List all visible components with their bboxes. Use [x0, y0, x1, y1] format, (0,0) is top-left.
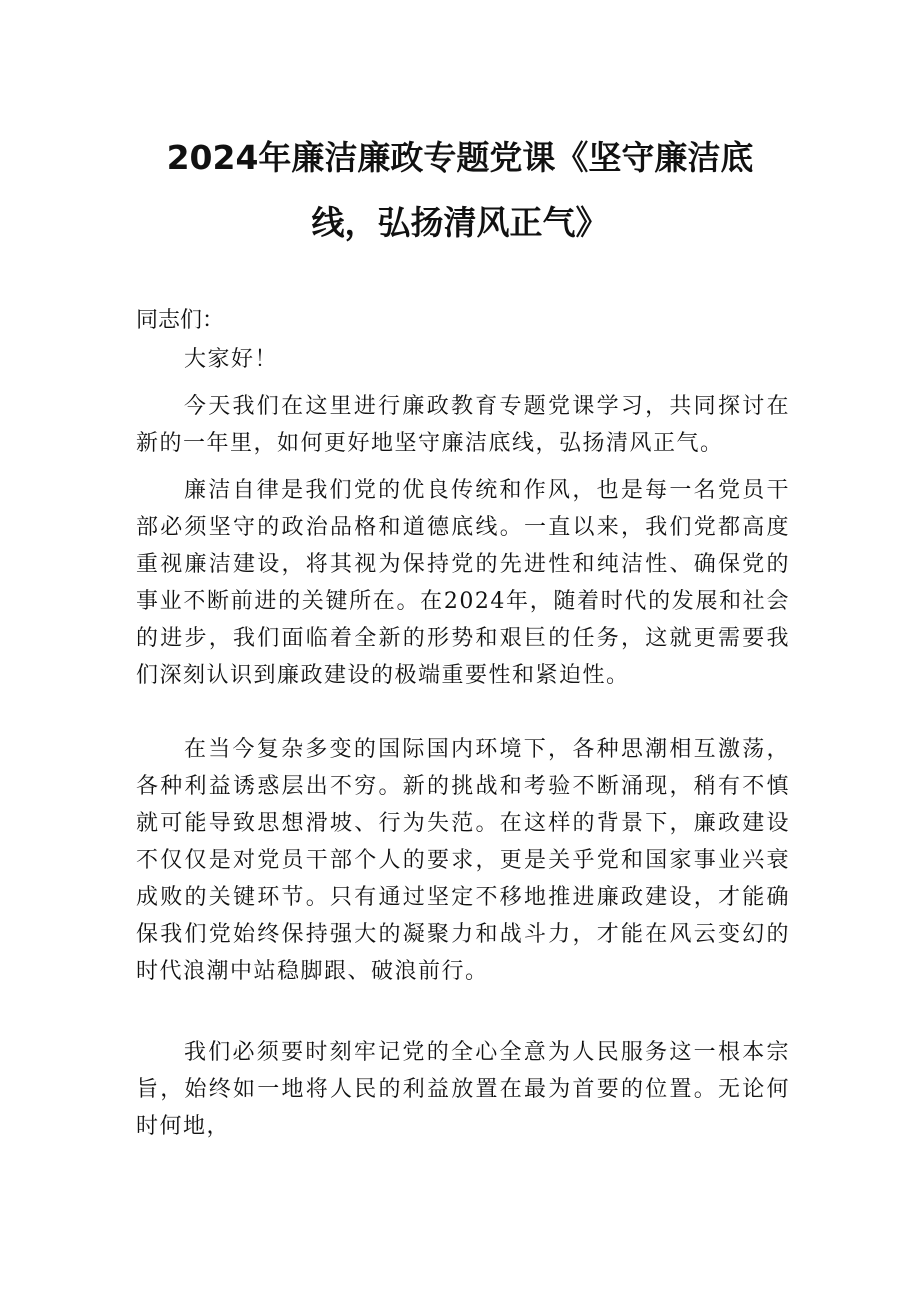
- document-title-line-1: 2024年廉洁廉政专题党课《坚守廉洁底: [166, 138, 754, 177]
- paragraph-integrity: 廉洁自律是我们党的优良传统和作风，也是每一名党员干部必须坚守的政治品格和道德底线。一直以来，我们党都高度重视廉洁建设，将其视为保持党的先进性和纯洁性、确保党的事业不断前进的关键所在。在2024年，随着时代的发展和社会的进步，我们面临着全新的形势和艰巨的任务，这就更需要我们深刻认识到廉政建设的极端重要性和紧迫性。: [136, 478, 790, 688]
- salutation: 同志们：: [136, 308, 225, 333]
- paragraph-intro: 今天我们在这里进行廉政教育专题党课学习，共同探讨在新的一年里，如何更好地坚守廉洁底线，弘扬清风正气。: [136, 394, 790, 456]
- document-title-line-2: 线，弘扬清风正气》: [311, 203, 609, 242]
- paragraph-greeting: 大家好！: [184, 347, 279, 372]
- paragraph-environment: 在当今复杂多变的国际国内环境下，各种思潮相互激荡，各种利益诱惑层出不穷。新的挑战和考验不断涌现，稍有不慎就可能导致思想滑坡、行为失范。在这样的背景下，廉政建设不仅仅是对党员干部个人的要求，更是关乎党和国家事业兴衰成败的关键环节。只有通过坚定不移地推进廉政建设，才能确保我们党始终保持强大的凝聚力和战斗力，才能在风云变幻的时代浪潮中站稳脚跟、破浪前行。: [136, 737, 790, 984]
- paragraph-people-first: 我们必须要时刻牢记党的全心全意为人民服务这一根本宗旨，始终如一地将人民的利益放置在最为首要的位置。无论何时何地，: [136, 1040, 790, 1139]
